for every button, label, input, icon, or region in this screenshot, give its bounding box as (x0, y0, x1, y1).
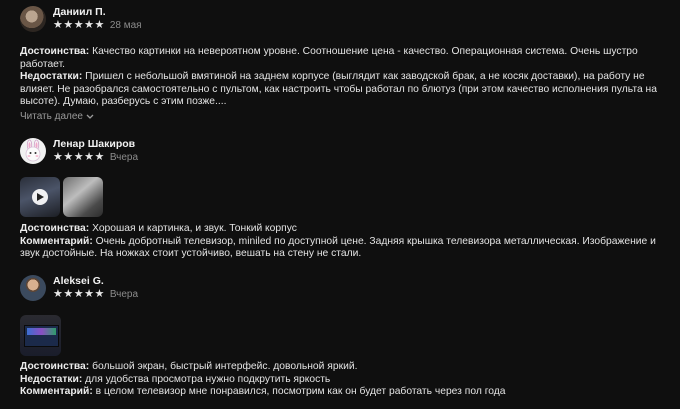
review-date: 28 мая (109, 20, 142, 31)
review-card (20, 5, 670, 122)
read-more-link[interactable] (20, 111, 670, 122)
cons-label: Недостатки: (20, 71, 83, 83)
comment-line (20, 386, 670, 399)
avatar[interactable] (20, 6, 46, 32)
cons-line (20, 71, 670, 109)
comment-text: Очень добротный телевизор, miniled по доступной цене. Задняя крышка телевизора металлическая. Изображение и звук достойные. На ножках стоит устойчиво, вешать на стену не стали. (20, 235, 656, 260)
review-text (20, 361, 670, 399)
star-rating: ★★★★★ (53, 288, 105, 300)
star-rating: ★★★★★ (53, 151, 105, 163)
play-icon (32, 189, 48, 205)
video-thumbnail[interactable] (20, 177, 60, 217)
author-name[interactable]: Даниил П. (53, 6, 106, 18)
author-name[interactable]: Aleksei G. (53, 275, 104, 287)
review-photos (20, 315, 670, 356)
cons-text: Пришел с небольшой вмятиной на заднем корпусе (выглядит как заводской брак, а не косяк доставки), на работу не влияет. Не разобрался самостоятельно с пультом, как настроить чтобы работал по блютуз (при этом качество исполнения пульта на высоте). Думаю, разберусь с этим позже.... (20, 71, 657, 108)
cons-label: Недостатки: (20, 373, 83, 385)
pros-line (20, 361, 670, 374)
tv-screen-image (24, 325, 59, 347)
cons-text: для удобства просмотра нужно подкрутить яркость (82, 373, 331, 385)
pros-line (20, 46, 670, 71)
pros-text: Качество картинки на невероятном уровне. Соотношение цена - качество. Операционная система. Очень шустро работает. (20, 46, 638, 70)
author-name[interactable]: Ленар Шакиров (53, 138, 136, 150)
comment-label: Комментарий: (20, 235, 93, 247)
review-photos (20, 177, 670, 217)
star-rating: ★★★★★ (53, 19, 105, 31)
chevron-down-icon (86, 114, 94, 119)
comment-text: в целом телевизор мне понравился, посмотрим как он будет работать через пол года (92, 386, 506, 398)
review-header (20, 274, 670, 302)
bunny-avatar-icon (20, 138, 46, 164)
review-header (20, 137, 670, 165)
avatar[interactable] (20, 138, 46, 164)
comment-line (20, 236, 670, 261)
review-date: Вчера (109, 152, 139, 163)
review-header (20, 5, 670, 33)
pros-text: большой экран, быстрый интерфейс. довольной яркий. (89, 361, 358, 372)
review-text (20, 223, 670, 261)
pros-text: Хорошая и картинка, и звук. Тонкий корпус (89, 223, 297, 234)
review-card (20, 137, 670, 261)
pros-label: Достоинства: (20, 46, 90, 57)
pros-label: Достоинства: (20, 361, 90, 372)
pros-label: Достоинства: (20, 223, 90, 234)
review-text (20, 46, 670, 109)
cons-line (20, 374, 670, 387)
review-date: Вчера (109, 289, 139, 300)
read-more-label: Читать далее (20, 110, 83, 122)
comment-label: Комментарий: (20, 386, 93, 398)
photo-thumbnail[interactable] (20, 315, 61, 356)
review-card (20, 274, 670, 399)
photo-thumbnail[interactable] (63, 177, 103, 217)
pros-line (20, 223, 670, 236)
avatar[interactable] (20, 275, 46, 301)
